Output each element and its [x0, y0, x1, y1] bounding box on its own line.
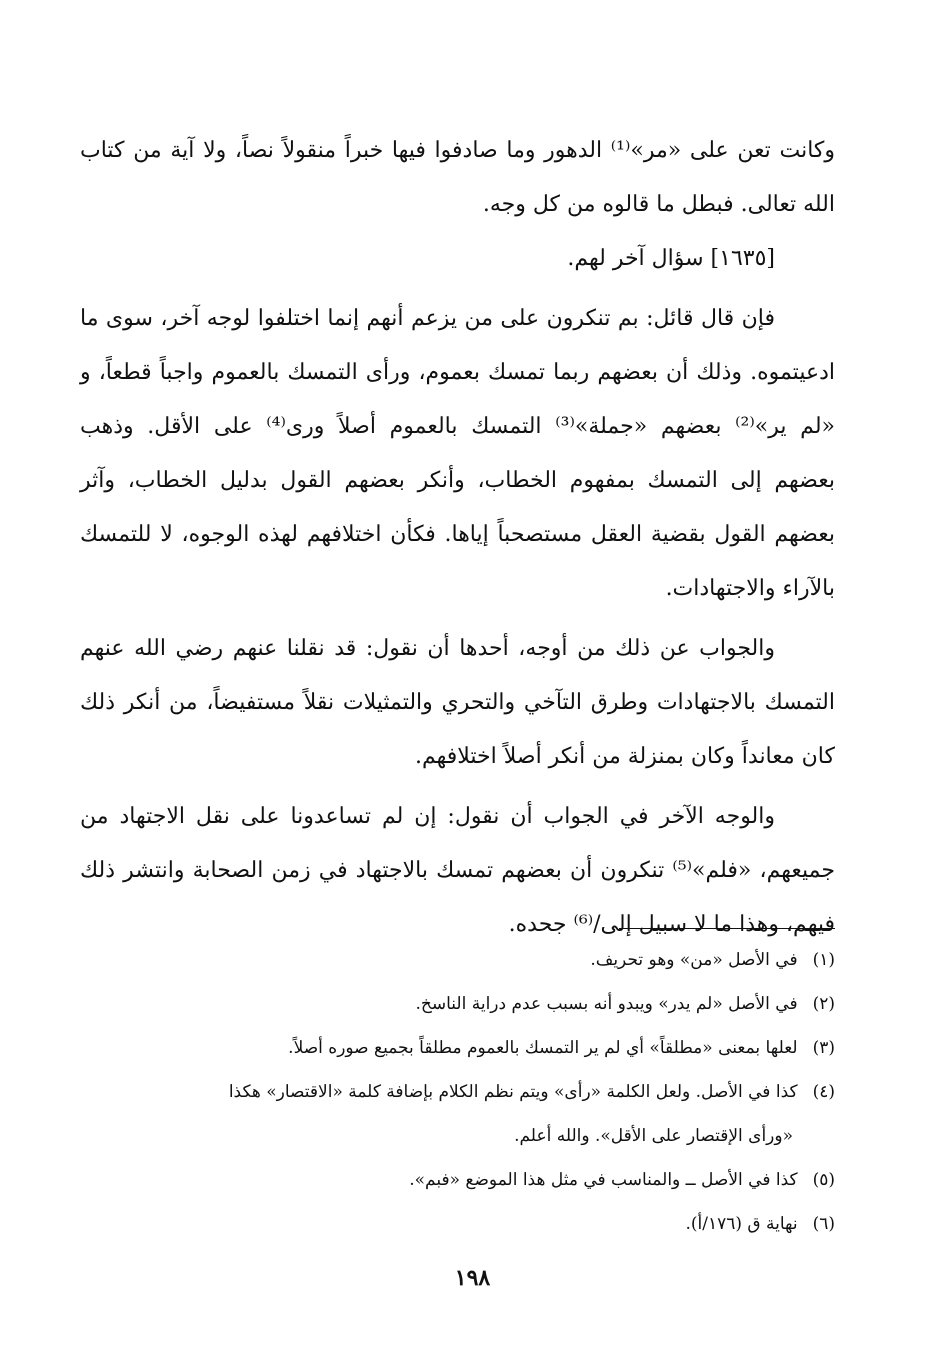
footnote-text: في الأصل «لم يدر» ويبدو أنه بسبب عدم دراية الناسخ.	[415, 994, 798, 1014]
footnote-number: (١)	[812, 950, 835, 970]
footnote-number: (٣)	[812, 1038, 835, 1058]
page-number: ١٩٨	[454, 1265, 491, 1291]
footnote-4	[80, 1070, 835, 1114]
footnote-1	[80, 938, 835, 982]
paragraph-3: فإن قال قائل: بم تنكرون على من يزعم أنهم إنما اختلفوا لوجه آخر، سوى ما ادعيتموه. وذلك أن بعضهم ربما تمسك بعموم، ورأى التمسك بالعموم واجباً قطعاً، و «لم ير»⁽²⁾ بعضهم «جملة»⁽³⁾ التمسك بالعموم أصلاً ورى⁽⁴⁾ على الأقل. وذهب بعضهم إلى التمسك بمفهوم الخطاب، وأنكر بعضهم القول بدليل الخطاب، وآثر بعضهم القول بقضية العقل مستصحباً إياها. فكأن اختلافهم لهذه الوجوه، لا للتمسك بالآراء والاجتهادات.	[80, 306, 835, 601]
footnote-6	[80, 1202, 835, 1246]
footnote-3	[80, 1026, 835, 1070]
footnote-5	[80, 1158, 835, 1202]
paragraph-1: وكانت تعن على «مر»⁽¹⁾ الدهور وما صادفوا فيها خبراً منقولاً نصاً، ولا آية من كتاب الله تعالى. فبطل ما قالوه من كل وجه.	[80, 138, 835, 217]
footnote-text: في الأصل «من» وهو تحريف.	[590, 950, 798, 970]
footnote-text: لعلها بمعنى «مطلقاً» أي لم ير التمسك بالعموم مطلقاً بجميع صوره أصلاً.	[288, 1038, 798, 1058]
footnote-4-continuation: «ورأى الإقتصار على الأقل». والله أعلم.	[514, 1126, 793, 1146]
footnote-number: (٢)	[812, 994, 835, 1014]
paragraph-5: والوجه الآخر في الجواب أن نقول: إن لم تساعدونا على نقل الاجتهاد من جميعهم، «فلم»⁽⁵⁾ تنكرون أن بعضهم تمسك بالاجتهاد في زمن الصحابة وانتشر ذلك فيهم، وهذا ما لا سبيل إلى/⁽⁶⁾ جحده.	[80, 804, 835, 937]
footnote-number: (٦)	[812, 1214, 835, 1234]
paragraph-4: والجواب عن ذلك من أوجه، أحدها أن نقول: قد نقلنا عنهم رضي الله عنهم التمسك بالاجتهادات وطرق التآخي والتحري والتمثيلات نقلاً مستفيضاً، من أنكر ذلك كان معانداً وكان بمنزلة من أنكر أصلاً اختلافهم.	[80, 636, 835, 769]
footnote-text: كذا في الأصل. ولعل الكلمة «رأى» ويتم نظم الكلام بإضافة كلمة «الاقتصار» هكذا	[228, 1082, 798, 1102]
footnotes	[80, 938, 835, 1246]
footnote-text: نهاية ق (١٧٦/أ).	[685, 1214, 798, 1234]
question-heading: [١٦٣٥] سؤال آخر لهم.	[567, 246, 775, 271]
footnote-divider	[619, 928, 835, 929]
main-text	[80, 124, 835, 952]
footnote-text: كذا في الأصل ــ والمناسب في مثل هذا الموضع «فبم».	[409, 1170, 798, 1190]
footnote-2	[80, 982, 835, 1026]
footnote-number: (٤)	[812, 1082, 835, 1102]
footnote-number: (٥)	[812, 1170, 835, 1190]
